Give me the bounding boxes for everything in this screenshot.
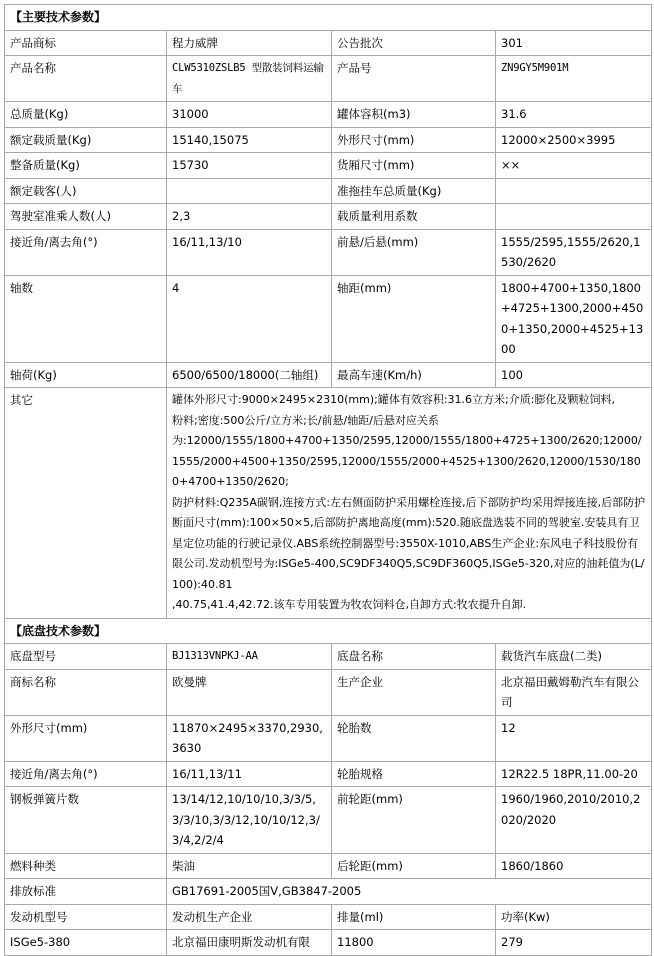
- label-tank-volume: 罐体容积(m3): [332, 102, 496, 128]
- other-line: ,40.75,41.4,42.72.该车专用装置为牧农饲料仓,自卸方式:牧农提升自卸.: [172, 598, 527, 611]
- table-row: [5, 30, 652, 56]
- value-tire-spec: 12R22.5 18PR,11.00-20: [496, 761, 652, 787]
- value-fuel-type: 柴油: [167, 853, 332, 879]
- header-displacement: 排量(ml): [332, 904, 496, 930]
- label-dimensions: 外形尺寸(mm): [332, 127, 496, 153]
- value-leaf-springs: 13/14/12,10/10/10,3/3/5,3/3/10,3/3/12,10/10/12,3/3/4,2/2/4: [167, 787, 332, 854]
- label-rated-load: 额定载质量(Kg): [5, 127, 167, 153]
- table-row: [5, 102, 652, 128]
- label-rated-passengers: 额定载客(人): [5, 178, 167, 204]
- header-engine-maker: 发动机生产企业: [167, 904, 332, 930]
- label-product-no: 产品号: [332, 56, 496, 102]
- table-row: [5, 853, 652, 879]
- value-batch: 301: [496, 30, 652, 56]
- label-max-speed: 最高车速(Km/h): [332, 362, 496, 388]
- other-line: 防护材料:Q235A碳钢,连接方式:左右侧面防护采用螺栓连接,后下部防护均采用焊接连接,后部防护断面尺寸(mm):100×50×5,后部防护离地高度(mm):520.随底盘选装不同的驾驶室.安装具有卫星定位功能的行驶记录仪.ABS系统控制器型号:3550X-1010,ABS生产企业:东风电子科技股份有限公司.发动机型号为:ISGe5-400,SC9DF340Q5,SC9DF360Q5,ISGe5-320,对应的油耗值为(L/100):40.81: [172, 495, 646, 591]
- label-product-name: 产品名称: [5, 56, 167, 102]
- label-axle-count: 轴数: [5, 275, 167, 362]
- value-chassis-brand: 欧曼牌: [167, 669, 332, 715]
- value-power: 279: [496, 930, 652, 956]
- label-other: 其它: [5, 388, 167, 619]
- label-load-factor: 载质量利用系数: [332, 204, 496, 230]
- label-curb-mass: 整备质量(Kg): [5, 153, 167, 179]
- chassis-section-header: [5, 618, 652, 644]
- label-cab-seats: 驾驶室准乘人数(人): [5, 204, 167, 230]
- other-line: 为:12000/1555/1800+4700+1350/2595,12000/1555/1800+4725+1300/2620;12000/1555/2000+4500+1350/2595,12000/1555/2000+4525+1300/2620,12000/1530/1800+4700+1350/2620;: [172, 434, 642, 488]
- table-row: [5, 127, 652, 153]
- other-line: 罐体外形尺寸:9000×2495×2310(mm);罐体有效容积:31.6立方米;介质:膨化及颗粒饲料,: [172, 393, 615, 406]
- value-rear-track: 1860/1860: [496, 853, 652, 879]
- value-engine-model: ISGe5-380: [5, 930, 167, 956]
- value-rated-passengers: [167, 178, 332, 204]
- label-rear-track: 后轮距(mm): [332, 853, 496, 879]
- value-overhang: 1555/2595,1555/2620,1530/2620: [496, 229, 652, 275]
- table-row: [5, 229, 652, 275]
- value-chassis-approach-angle: 16/11,13/11: [167, 761, 332, 787]
- label-axle-load: 轴荷(Kg): [5, 362, 167, 388]
- spec-sheet: [4, 4, 651, 956]
- table-row: [5, 56, 652, 102]
- table-row: [5, 761, 652, 787]
- value-chassis-name: 载货汽车底盘(二类): [496, 644, 652, 670]
- table-row: [5, 204, 652, 230]
- table-row: [5, 153, 652, 179]
- table-row: [5, 362, 652, 388]
- value-emission: GB17691-2005国V,GB3847-2005: [167, 879, 652, 905]
- label-trailer-mass: 准拖挂车总质量(Kg): [332, 178, 496, 204]
- value-total-mass: 31000: [167, 102, 332, 128]
- header-engine-model: 发动机型号: [5, 904, 167, 930]
- label-batch: 公告批次: [332, 30, 496, 56]
- label-approach-angle: 接近角/离去角(°): [5, 229, 167, 275]
- table-row: [5, 178, 652, 204]
- label-chassis-approach-angle: 接近角/离去角(°): [5, 761, 167, 787]
- label-front-track: 前轮距(mm): [332, 787, 496, 854]
- label-chassis-dimensions: 外形尺寸(mm): [5, 715, 167, 761]
- value-brand: 程力威牌: [167, 30, 332, 56]
- value-engine-maker: 北京福田康明斯发动机有限: [167, 930, 332, 956]
- label-fuel-type: 燃料种类: [5, 853, 167, 879]
- engine-header-row: [5, 904, 652, 930]
- label-overhang: 前悬/后悬(mm): [332, 229, 496, 275]
- value-curb-mass: 15730: [167, 153, 332, 179]
- value-product-name: CLW5310ZSLB5 型散装饲料运输车: [167, 56, 332, 102]
- table-row: [5, 879, 652, 905]
- label-chassis-name: 底盘名称: [332, 644, 496, 670]
- spec-table: [4, 4, 652, 956]
- value-dimensions: 12000×2500×3995: [496, 127, 652, 153]
- value-trailer-mass: [496, 178, 652, 204]
- value-max-speed: 100: [496, 362, 652, 388]
- value-product-no: ZN9GY5M901M: [496, 56, 652, 102]
- table-row: [5, 275, 652, 362]
- label-tire-count: 轮胎数: [332, 715, 496, 761]
- value-cab-seats: 2,3: [167, 204, 332, 230]
- value-wheelbase: 1800+4700+1350,1800+4725+1300,2000+4500+1350,2000+4525+1300: [496, 275, 652, 362]
- value-rated-load: 15140,15075: [167, 127, 332, 153]
- value-chassis-model: BJ1313VNPKJ-AA: [167, 644, 332, 670]
- label-brand: 产品商标: [5, 30, 167, 56]
- table-row-other: [5, 388, 652, 619]
- label-emission: 排放标准: [5, 879, 167, 905]
- other-line: 粉料;密度:500公斤/立方米;长/前悬/轴距/后悬对应关系: [172, 413, 439, 427]
- main-section-title: 【主要技术参数】: [5, 5, 652, 31]
- value-manufacturer: 北京福田戴姆勒汽车有限公司: [496, 669, 652, 715]
- value-cargo-size: ××: [496, 153, 652, 179]
- engine-row: [5, 930, 652, 956]
- label-total-mass: 总质量(Kg): [5, 102, 167, 128]
- value-displacement: 11800: [332, 930, 496, 956]
- table-row: [5, 787, 652, 854]
- value-axle-load: 6500/6500/18000(二轴组): [167, 362, 332, 388]
- value-chassis-dimensions: 11870×2495×3370,2930,3630: [167, 715, 332, 761]
- value-load-factor: [496, 204, 652, 230]
- main-section-header: [5, 5, 652, 31]
- value-front-track: 1960/1960,2010/2010,2020/2020: [496, 787, 652, 854]
- label-leaf-springs: 钢板弹簧片数: [5, 787, 167, 854]
- chassis-section-title: 【底盘技术参数】: [5, 618, 652, 644]
- value-approach-angle: 16/11,13/10: [167, 229, 332, 275]
- label-cargo-size: 货厢尺寸(mm): [332, 153, 496, 179]
- table-row: [5, 669, 652, 715]
- value-other: [167, 388, 652, 619]
- label-chassis-model: 底盘型号: [5, 644, 167, 670]
- label-manufacturer: 生产企业: [332, 669, 496, 715]
- value-tank-volume: 31.6: [496, 102, 652, 128]
- table-row: [5, 644, 652, 670]
- label-wheelbase: 轴距(mm): [332, 275, 496, 362]
- value-axle-count: 4: [167, 275, 332, 362]
- value-tire-count: 12: [496, 715, 652, 761]
- label-tire-spec: 轮胎规格: [332, 761, 496, 787]
- header-power: 功率(Kw): [496, 904, 652, 930]
- table-row: [5, 715, 652, 761]
- label-chassis-brand: 商标名称: [5, 669, 167, 715]
